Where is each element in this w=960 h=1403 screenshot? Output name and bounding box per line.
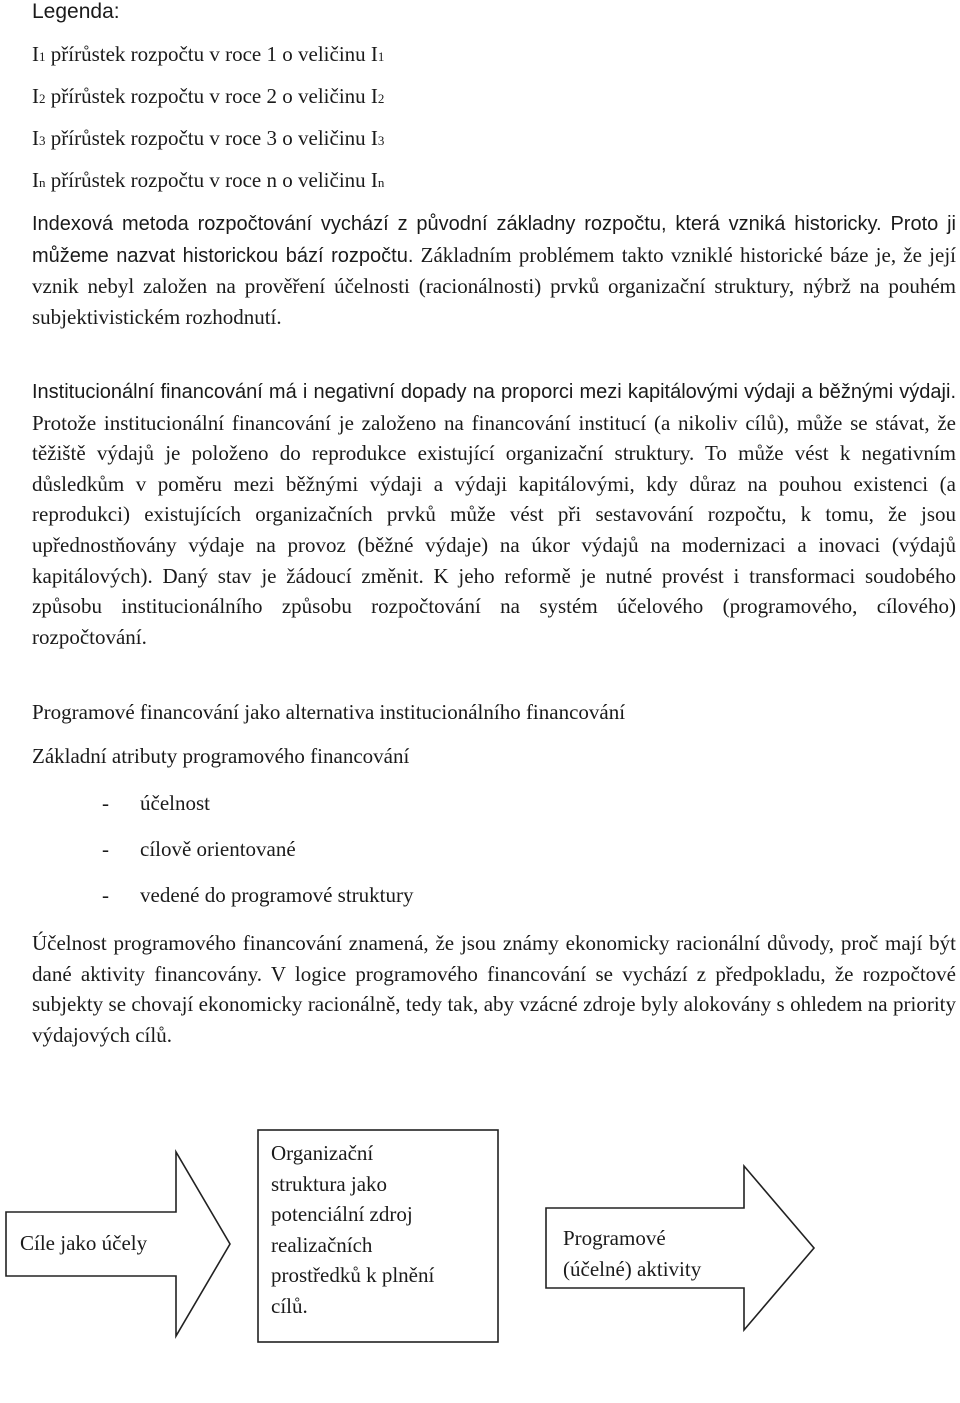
legend-title: Legenda:	[32, 0, 120, 23]
flow-diagram	[0, 1120, 960, 1350]
right-arrow-label: Programové (účelné) aktivity	[563, 1226, 702, 1281]
heading-program-financing: Programové financování jako alternativa institucionálního financování	[32, 700, 626, 724]
list-item: - cílově orientované	[102, 837, 296, 861]
middle-box-label: Organizační struktura jako potenciální zdroj realizačních prostředků k plnění cílů.	[271, 1141, 435, 1318]
legend-item: I1 přírůstek rozpočtu v roce 1 o veličinu I1	[32, 42, 385, 66]
paragraph-historical-base: Indexová metoda rozpočtování vychází z původní základny rozpočtu, která vzniká historicky. Proto ji můžeme nazvat historickou bází rozpočtu. Základním problémem takto vzniklé historické báze je, že její vznik nebyl založen na prověření účelnosti (racionálnosti) prvků organizační struktury, nýbrž na pouhém subjektivistickém rozhodnutí.	[32, 213, 956, 329]
paragraph-institutional-financing: Institucionální financování má i negativní dopady na proporci mezi kapitálovými výdaji a běžnými výdaji. Protože institucionální financování je založeno na financování institucí (a nikoliv cílů), může se stávat, že těžiště výdajů je položeno do reprodukce existující organizační struktury. To může vést k negativním důsledkům v poměru mezi běžnými výdaji a výdaji kapitálovými, kdy důraz na pouhou existenci (a reprodukci) existujících organizačních prvků může vést při sestavování rozpočtu, k tomu, že jsou upřednostňovány výdaje na provoz (běžné výdaje) na úkor výdajů na modernizaci a inovaci (výdajů kapitálových). Daný stav je žádoucí změnit. K jeho reformě je nutné provést i transformaci soudobého způsobu institucionálního způsobu rozpočtování na systém účelového (programového, cílového) rozpočtování.	[32, 381, 956, 649]
legend-item: In přírůstek rozpočtu v roce n o veličinu In	[32, 168, 385, 192]
legend-item: I3 přírůstek rozpočtu v roce 3 o veličinu I3	[32, 126, 385, 150]
left-arrow-label: Cíle jako účely	[20, 1231, 148, 1255]
list-item: - účelnost	[102, 791, 210, 815]
paragraph-program-effectiveness: Účelnost programového financování znamená, že jsou známy ekonomicky racionální důvody, proč mají být dané aktivity financovány. V logice programového financování se vychází z předpokladu, že rozpočtové subjekty se chovají ekonomicky racionálně, tedy tak, aby vzácné zdroje byly alokovány s ohledem na priority výdajových cílů.	[32, 931, 956, 1047]
list-item: - vedené do programové struktury	[102, 883, 414, 907]
legend-item: I2 přírůstek rozpočtu v roce 2 o veličinu I2	[32, 84, 385, 108]
heading-basic-attributes: Základní atributy programového financování	[32, 744, 410, 768]
